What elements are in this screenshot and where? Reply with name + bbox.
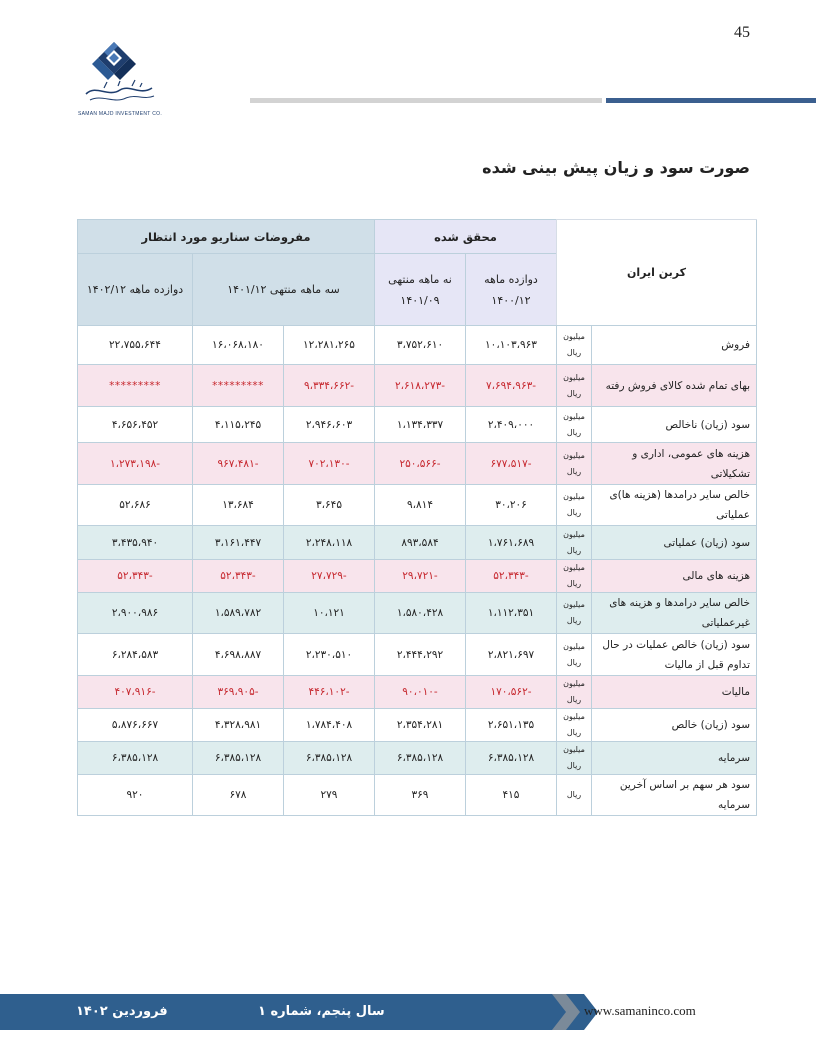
cell-12m-1400: -۶۷۷،۵۱۷ bbox=[466, 443, 557, 485]
row-label: سود (زیان) ناخالص bbox=[592, 407, 757, 443]
cell-12m-1402: -۵۲،۳۴۳ bbox=[78, 560, 193, 593]
cell-12m-1402: ۴،۶۵۶،۴۵۲ bbox=[78, 407, 193, 443]
cell-12m-1402: ۶،۲۸۴،۵۸۳ bbox=[78, 634, 193, 676]
row-unit: میلیون ریال bbox=[557, 485, 592, 526]
row-unit: میلیون ریال bbox=[557, 326, 592, 365]
cell-3m-1401-b: ۶،۳۸۵،۱۲۸ bbox=[193, 742, 284, 775]
header-rule-gray bbox=[250, 98, 602, 103]
cell-9m-1401: -۹۰،۰۱۰ bbox=[375, 676, 466, 709]
table-row-pretax-profit bbox=[78, 634, 757, 676]
row-label: سود (زیان) عملیاتی bbox=[592, 526, 757, 560]
cell-12m-1402: ۲۲،۷۵۵،۶۴۴ bbox=[78, 326, 193, 365]
row-unit: میلیون ریال bbox=[557, 709, 592, 742]
cell-9m-1401: ۹،۸۱۴ bbox=[375, 485, 466, 526]
table-row-capital bbox=[78, 742, 757, 775]
table-row-net-profit bbox=[78, 709, 757, 742]
cell-9m-1401: ۲،۳۵۴،۲۸۱ bbox=[375, 709, 466, 742]
row-label: خالص سایر درامدها و هزینه های غیرعملیاتی bbox=[592, 593, 757, 634]
table-row-admin-expenses bbox=[78, 443, 757, 485]
cell-12m-1402: ۲،۹۰۰،۹۸۶ bbox=[78, 593, 193, 634]
cell-12m-1400: ۳۰،۲۰۶ bbox=[466, 485, 557, 526]
cell-9m-1401: ۲،۴۴۴،۲۹۲ bbox=[375, 634, 466, 676]
cell-12m-1400: -۵۲،۳۴۳ bbox=[466, 560, 557, 593]
col-header-12m-1402: دوازده ماهه ۱۴۰۲/۱۲ bbox=[78, 254, 193, 326]
cell-3m-1401-a: ۲،۲۳۰،۵۱۰ bbox=[284, 634, 375, 676]
cell-12m-1400: ۲،۴۰۹،۰۰۰ bbox=[466, 407, 557, 443]
cell-3m-1401-a: ۳،۶۴۵ bbox=[284, 485, 375, 526]
page-number: 45 bbox=[734, 24, 750, 41]
cell-3m-1401-b: ۴،۱۱۵،۲۴۵ bbox=[193, 407, 284, 443]
cell-9m-1401: ۸۹۳،۵۸۴ bbox=[375, 526, 466, 560]
row-unit: ریال bbox=[557, 775, 592, 816]
cell-12m-1400: -۷،۶۹۴،۹۶۳ bbox=[466, 365, 557, 407]
col-header-9m-1401: نه ماهه منتهی ۱۴۰۱/۰۹ bbox=[375, 254, 466, 326]
table-row-eps bbox=[78, 775, 757, 816]
cell-3m-1401-a: -۲۷،۷۲۹ bbox=[284, 560, 375, 593]
cell-9m-1401: -۲۵۰،۵۶۶ bbox=[375, 443, 466, 485]
cell-12m-1400: ۱۰،۱۰۳،۹۶۳ bbox=[466, 326, 557, 365]
row-unit: میلیون ریال bbox=[557, 634, 592, 676]
row-unit: میلیون ریال bbox=[557, 593, 592, 634]
table-row-gross-profit bbox=[78, 407, 757, 443]
row-label: سرمایه bbox=[592, 742, 757, 775]
cell-12m-1400: ۱،۷۶۱،۶۸۹ bbox=[466, 526, 557, 560]
cell-3m-1401-a: ۱۰،۱۲۱ bbox=[284, 593, 375, 634]
row-unit: میلیون ریال bbox=[557, 526, 592, 560]
cell-3m-1401-b: -۳۶۹،۹۰۵ bbox=[193, 676, 284, 709]
company-name-header: کربن ایران bbox=[557, 220, 757, 326]
cell-3m-1401-b: -۵۲،۳۴۳ bbox=[193, 560, 284, 593]
cell-9m-1401: ۱،۱۳۴،۳۳۷ bbox=[375, 407, 466, 443]
footer-issue-label: سال پنجم، شماره ۱ bbox=[258, 1004, 385, 1019]
cell-3m-1401-a: ۶،۳۸۵،۱۲۸ bbox=[284, 742, 375, 775]
row-unit: میلیون ریال bbox=[557, 560, 592, 593]
cell-12m-1402: ۵،۸۷۶،۶۶۷ bbox=[78, 709, 193, 742]
row-unit: میلیون ریال bbox=[557, 407, 592, 443]
cell-12m-1402: ********* bbox=[78, 365, 193, 407]
table-row-finance-costs bbox=[78, 560, 757, 593]
row-label: سود (زیان) خالص bbox=[592, 709, 757, 742]
table-row-operating-profit bbox=[78, 526, 757, 560]
cell-12m-1400: ۱،۱۱۲،۳۵۱ bbox=[466, 593, 557, 634]
table-row-non-operating bbox=[78, 593, 757, 634]
cell-3m-1401-b: -۹۶۷،۴۸۱ bbox=[193, 443, 284, 485]
cell-3m-1401-b: ۱۶،۰۶۸،۱۸۰ bbox=[193, 326, 284, 365]
row-label: مالیات bbox=[592, 676, 757, 709]
cell-12m-1402: -۱،۲۷۳،۱۹۸ bbox=[78, 443, 193, 485]
company-logo-caption: SAMAN MAJD INVESTMENT CO. bbox=[77, 111, 163, 117]
row-unit: میلیون ریال bbox=[557, 443, 592, 485]
cell-3m-1401-a: ۲،۹۴۶،۶۰۳ bbox=[284, 407, 375, 443]
row-label: خالص سایر درامدها (هزینه ها)ی عملیاتی bbox=[592, 485, 757, 526]
row-label: هزینه های مالی bbox=[592, 560, 757, 593]
row-unit: میلیون ریال bbox=[557, 676, 592, 709]
col-header-3m-1401: سه ماهه منتهی ۱۴۰۱/۱۲ bbox=[193, 254, 375, 326]
cell-3m-1401-b: ********* bbox=[193, 365, 284, 407]
cell-9m-1401: -۲۹،۷۲۱ bbox=[375, 560, 466, 593]
income-statement-table bbox=[77, 219, 757, 816]
cell-3m-1401-a: ۱۲،۲۸۱،۲۶۵ bbox=[284, 326, 375, 365]
cell-3m-1401-b: ۴،۳۲۸،۹۸۱ bbox=[193, 709, 284, 742]
footer-website-link[interactable]: www.samaninco.com bbox=[584, 1003, 696, 1018]
table-row-sales bbox=[78, 326, 757, 365]
row-label: هزینه های عمومی، اداری و تشکیلاتی bbox=[592, 443, 757, 485]
cell-3m-1401-b: ۴،۶۹۸،۸۸۷ bbox=[193, 634, 284, 676]
scenario-group-header: مفروضات سناریو مورد انتظار bbox=[78, 220, 375, 254]
footer-date-label: فروردین ۱۴۰۲ bbox=[76, 1004, 168, 1019]
cell-3m-1401-a: -۴۴۶،۱۰۲ bbox=[284, 676, 375, 709]
cell-12m-1400: ۶،۳۸۵،۱۲۸ bbox=[466, 742, 557, 775]
cell-3m-1401-a: ۲،۲۴۸،۱۱۸ bbox=[284, 526, 375, 560]
cell-12m-1402: -۴۰۷،۹۱۶ bbox=[78, 676, 193, 709]
row-label: بهای تمام شده کالای فروش رفته bbox=[592, 365, 757, 407]
cell-12m-1402: ۳،۴۳۵،۹۴۰ bbox=[78, 526, 193, 560]
table-row-tax bbox=[78, 676, 757, 709]
header-rule-blue bbox=[606, 98, 816, 103]
cell-12m-1402: ۶،۳۸۵،۱۲۸ bbox=[78, 742, 193, 775]
cell-12m-1402: ۹۲۰ bbox=[78, 775, 193, 816]
cell-9m-1401: ۳۶۹ bbox=[375, 775, 466, 816]
cell-9m-1401: ۱،۵۸۰،۴۲۸ bbox=[375, 593, 466, 634]
cell-12m-1402: ۵۲،۶۸۶ bbox=[78, 485, 193, 526]
col-header-12m-1400: دوازده ماهه ۱۴۰۰/۱۲ bbox=[466, 254, 557, 326]
row-label: سود هر سهم بر اساس آخرین سرمایه bbox=[592, 775, 757, 816]
cell-12m-1400: ۲،۸۲۱،۶۹۷ bbox=[466, 634, 557, 676]
row-label: سود (زیان) خالص عملیات در حال تداوم قبل از مالیات bbox=[592, 634, 757, 676]
cell-3m-1401-a: -۹،۳۳۴،۶۶۲ bbox=[284, 365, 375, 407]
row-label: فروش bbox=[592, 326, 757, 365]
table-row-other-operating bbox=[78, 485, 757, 526]
cell-9m-1401: ۳،۷۵۲،۶۱۰ bbox=[375, 326, 466, 365]
table-row-cogs bbox=[78, 365, 757, 407]
cell-3m-1401-b: ۳،۱۶۱،۴۴۷ bbox=[193, 526, 284, 560]
cell-9m-1401: ۶،۳۸۵،۱۲۸ bbox=[375, 742, 466, 775]
row-unit: میلیون ریال bbox=[557, 742, 592, 775]
cell-3m-1401-a: -۷۰۲،۱۳۰ bbox=[284, 443, 375, 485]
realized-group-header: محقق شده bbox=[375, 220, 557, 254]
cell-12m-1400: ۲،۶۵۱،۱۳۵ bbox=[466, 709, 557, 742]
cell-9m-1401: -۲،۶۱۸،۲۷۳ bbox=[375, 365, 466, 407]
table-header-row bbox=[78, 220, 757, 254]
cell-3m-1401-b: ۱،۵۸۹،۷۸۲ bbox=[193, 593, 284, 634]
cell-3m-1401-b: ۶۷۸ bbox=[193, 775, 284, 816]
cell-12m-1400: -۱۷۰،۵۶۲ bbox=[466, 676, 557, 709]
section-title: صورت سود و زیان پیش بینی شده bbox=[482, 158, 750, 177]
cell-3m-1401-a: ۲۷۹ bbox=[284, 775, 375, 816]
cell-3m-1401-b: ۱۳،۶۸۴ bbox=[193, 485, 284, 526]
cell-3m-1401-a: ۱،۷۸۴،۴۰۸ bbox=[284, 709, 375, 742]
row-unit: میلیون ریال bbox=[557, 365, 592, 407]
cell-12m-1400: ۴۱۵ bbox=[466, 775, 557, 816]
footer-bottom-margin bbox=[0, 1030, 816, 1056]
